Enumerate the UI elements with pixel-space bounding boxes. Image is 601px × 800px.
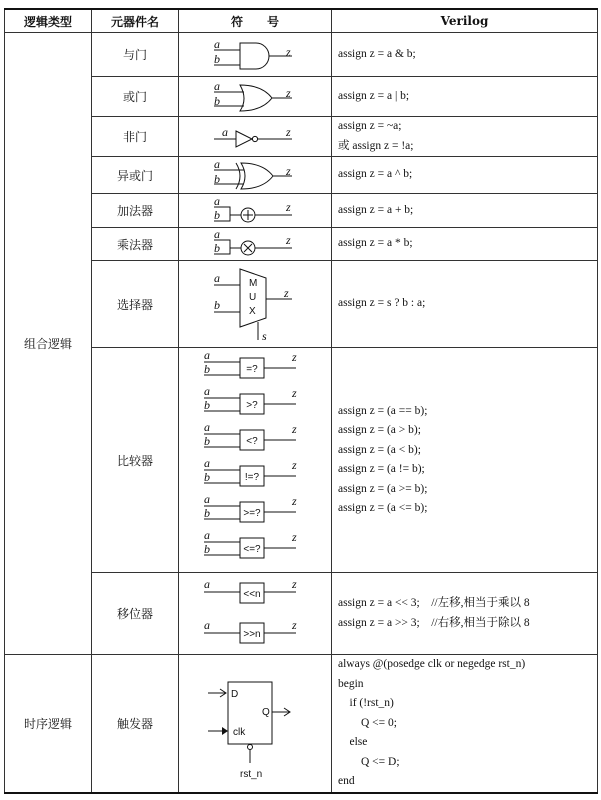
svg-text:a: a bbox=[204, 492, 210, 506]
svg-text:z: z bbox=[292, 530, 297, 544]
comparator-ne bbox=[204, 456, 297, 486]
svg-text:z: z bbox=[292, 617, 297, 632]
svg-text:a: a bbox=[204, 350, 210, 362]
verilog-code: assign z = s ? b : a; bbox=[332, 261, 598, 348]
header-component-name: 元器件名 bbox=[92, 9, 179, 33]
svg-text:b: b bbox=[214, 298, 220, 312]
svg-text:clk: clk bbox=[233, 727, 246, 739]
svg-text:a: a bbox=[214, 271, 220, 285]
xor-gate-symbol bbox=[179, 157, 332, 194]
row-mux bbox=[5, 261, 598, 348]
svg-text:b: b bbox=[214, 93, 220, 108]
comparator-le bbox=[204, 528, 297, 558]
header-symbol: 符 号 bbox=[179, 9, 332, 33]
svg-text:z: z bbox=[286, 44, 291, 59]
svg-text:D: D bbox=[231, 689, 239, 701]
svg-text:b: b bbox=[204, 434, 210, 448]
verilog-code: assign z = a * b; bbox=[332, 228, 598, 261]
svg-text:X: X bbox=[249, 306, 256, 317]
component-name: 比较器 bbox=[92, 348, 179, 573]
svg-text:a: a bbox=[214, 159, 220, 171]
svg-text:b: b bbox=[204, 470, 210, 484]
svg-text:a: a bbox=[204, 384, 210, 398]
verilog-code: assign z = a | b; bbox=[332, 77, 598, 117]
component-name: 移位器 bbox=[92, 573, 179, 655]
svg-text:U: U bbox=[249, 292, 257, 303]
header-row bbox=[5, 9, 598, 33]
row-flip-flop bbox=[5, 655, 598, 793]
svg-text:rst_n: rst_n bbox=[240, 769, 263, 781]
svg-text:z: z bbox=[286, 124, 291, 139]
svg-text:b: b bbox=[214, 241, 220, 255]
svg-text:z: z bbox=[286, 199, 291, 214]
component-name: 非门 bbox=[92, 117, 179, 157]
component-name: 乘法器 bbox=[92, 228, 179, 261]
verilog-code: assign z = (a == b); assign z = (a > b); assign z = (a < b); assign z = (a != b); assign z = (a >= b); assign z = (a <= b); bbox=[332, 348, 598, 573]
svg-text:z: z bbox=[292, 458, 297, 472]
svg-text:<<n: <<n bbox=[243, 588, 261, 600]
verilog-logic-table bbox=[4, 8, 598, 794]
comparator-symbols bbox=[179, 348, 332, 573]
verilog-code: assign z = a & b; bbox=[332, 33, 598, 77]
header-verilog: Verilog bbox=[332, 9, 598, 33]
svg-text:a: a bbox=[214, 229, 220, 241]
svg-text:b: b bbox=[214, 172, 220, 186]
svg-text:b: b bbox=[204, 398, 210, 412]
svg-text:>>n: >>n bbox=[243, 628, 261, 640]
verilog-code: assign z = ~a; 或 assign z = !a; bbox=[332, 117, 598, 157]
svg-text:z: z bbox=[292, 576, 297, 591]
comparator-eq bbox=[204, 350, 297, 378]
svg-text:<=?: <=? bbox=[243, 544, 261, 555]
row-multiplier bbox=[5, 228, 598, 261]
svg-text:a: a bbox=[204, 420, 210, 434]
multiplier-symbol bbox=[179, 228, 332, 261]
svg-text:s: s bbox=[262, 329, 267, 343]
svg-text:a: a bbox=[204, 456, 210, 470]
svg-text:M: M bbox=[249, 278, 258, 289]
comparator-gt bbox=[204, 384, 297, 414]
row-or-gate bbox=[5, 77, 598, 117]
or-gate-symbol bbox=[179, 77, 332, 117]
svg-text:z: z bbox=[286, 164, 291, 178]
svg-text:!=?: !=? bbox=[244, 472, 260, 483]
component-name: 异或门 bbox=[92, 157, 179, 194]
svg-text:b: b bbox=[214, 51, 220, 66]
component-name: 或门 bbox=[92, 77, 179, 117]
svg-text:b: b bbox=[204, 542, 210, 556]
svg-text:z: z bbox=[292, 494, 297, 508]
svg-text:a: a bbox=[222, 124, 228, 139]
row-shifter bbox=[5, 573, 598, 655]
not-gate-symbol bbox=[179, 117, 332, 157]
verilog-code: always @(posedge clk or negedge rst_n) begin if (!rst_n) Q <= 0; else Q <= D; end bbox=[332, 655, 598, 793]
svg-text:z: z bbox=[284, 286, 289, 300]
component-name: 触发器 bbox=[92, 655, 179, 793]
shift-right bbox=[204, 618, 297, 643]
svg-text:z: z bbox=[292, 386, 297, 400]
svg-text:b: b bbox=[204, 506, 210, 520]
svg-text:z: z bbox=[292, 422, 297, 436]
svg-text:>?: >? bbox=[246, 400, 258, 411]
shift-left bbox=[204, 577, 297, 603]
row-not-gate bbox=[5, 117, 598, 157]
category-combinational: 组合逻辑 bbox=[5, 33, 92, 655]
component-name: 与门 bbox=[92, 33, 179, 77]
verilog-code: assign z = a + b; bbox=[332, 194, 598, 228]
row-xor-gate bbox=[5, 157, 598, 194]
row-comparator bbox=[5, 348, 598, 573]
comparator-lt bbox=[204, 420, 297, 450]
adder-symbol bbox=[179, 194, 332, 228]
svg-text:b: b bbox=[214, 207, 220, 222]
svg-text:Q: Q bbox=[262, 707, 270, 719]
svg-text:a: a bbox=[204, 617, 210, 632]
svg-text:z: z bbox=[292, 350, 297, 364]
mux-symbol bbox=[179, 261, 332, 348]
comparator-ge bbox=[204, 492, 297, 522]
shifter-symbols bbox=[179, 573, 332, 655]
row-and-gate bbox=[5, 33, 598, 77]
category-sequential: 时序逻辑 bbox=[5, 655, 92, 793]
svg-text:a: a bbox=[204, 576, 210, 591]
svg-text:a: a bbox=[214, 37, 220, 51]
svg-text:z: z bbox=[286, 233, 291, 247]
component-name: 加法器 bbox=[92, 194, 179, 228]
svg-text:a: a bbox=[204, 528, 210, 542]
svg-text:a: a bbox=[214, 80, 220, 93]
row-adder bbox=[5, 194, 598, 228]
verilog-code: assign z = a << 3; //左移,相当于乘以 8 assign z = a >> 3; //右移,相当于除以 8 bbox=[332, 573, 598, 655]
header-logic-type: 逻辑类型 bbox=[5, 9, 92, 33]
verilog-code: assign z = a ^ b; bbox=[332, 157, 598, 194]
svg-text:b: b bbox=[204, 362, 210, 376]
flip-flop-symbol bbox=[179, 655, 332, 793]
component-name: 选择器 bbox=[92, 261, 179, 348]
svg-text:z: z bbox=[286, 85, 291, 100]
and-gate-symbol bbox=[179, 33, 332, 77]
svg-text:>=?: >=? bbox=[243, 508, 261, 519]
svg-text:=?: =? bbox=[246, 364, 258, 375]
svg-text:a: a bbox=[214, 195, 220, 208]
svg-text:<?: <? bbox=[246, 436, 258, 447]
